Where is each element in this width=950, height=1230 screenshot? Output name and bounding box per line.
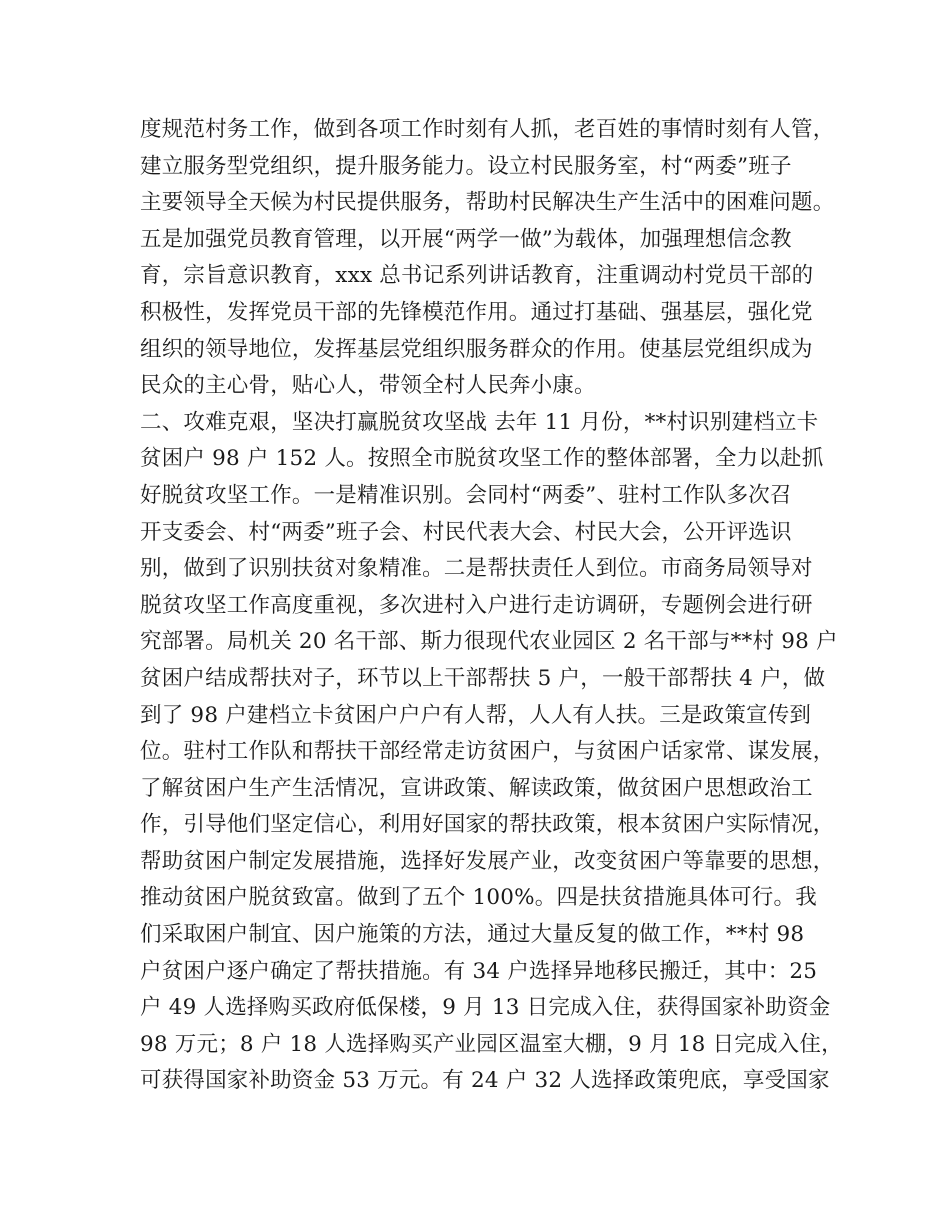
text-line: 贫困户结成帮扶对子，环节以上干部帮扶 5 户，一般干部帮扶 4 户，做 [140,665,826,691]
text-line: 组织的领导地位，发挥基层党组织服务群众的作用。使基层党组织成为 [140,336,813,362]
text-line: 户贫困户逐户确定了帮扶措施。有 34 户选择异地移民搬迁，其中：25 [140,958,818,984]
text-line: 到了 98 户建档立卡贫困户户户有人帮，人人有人扶。三是政策宣传到 [140,702,812,728]
text-line: 们采取困户制宜、因户施策的方法，通过大量反复的做工作，**村 98 [140,922,805,948]
text-line: 帮助贫困户制定发展措施，选择好发展产业，改变贫困户等靠要的思想， [140,848,835,874]
text-line: 可获得国家补助资金 53 万元。有 24 户 32 人选择政策兜底，享受国家 [140,1068,830,1094]
text-line: 开支委会、村“两委”班子会、村民代表大会、村民大会，公开评选识 [140,519,792,545]
text-line: 了解贫困户生产生活情况，宣讲政策、解读政策，做贫困户思想政治工 [140,775,813,801]
text-line: 建立服务型党组织，提升服务能力。设立村民服务室，村“两委”班子 [140,153,792,179]
text-line: 育，宗旨意识教育，xxx 总书记系列讲话教育，注重调动村党员干部的 [140,263,814,289]
text-line: 积极性，发挥党员干部的先锋模范作用。通过打基础、强基层，强化党 [140,299,813,325]
text-line: 户 49 人选择购买政府低保楼，9 月 13 日完成入住，获得国家补助资金 [140,995,831,1021]
text-line: 别，做到了识别扶贫对象精准。二是帮扶责任人到位。市商务局领导对 [140,556,813,582]
text-line: 98 万元；8 户 18 人选择购买产业园区温室大棚，9 月 18 日完成入住， [140,1031,843,1057]
text-line: 脱贫攻坚工作高度重视，多次进村入户进行走访调研，专题例会进行研 [140,592,813,618]
text-line: 作，引导他们坚定信心，利用好国家的帮扶政策，根本贫困户实际情况， [140,812,835,838]
text-line: 位。驻村工作队和帮扶干部经常走访贫困户，与贫困户话家常、谋发展， [140,739,835,765]
text-line: 贫困户 98 户 152 人。按照全市脱贫攻坚工作的整体部署，全力以赴抓 [140,446,824,472]
text-line: 度规范村务工作，做到各项工作时刻有人抓，老百姓的事情时刻有人管， [140,117,835,142]
body-text [140,112,843,1100]
text-line: 民众的主心骨，贴心人，带领全村人民奔小康。 [140,373,596,399]
text-line: 主要领导全天候为村民提供服务，帮助村民解决生产生活中的困难问题。 [140,190,835,216]
section-heading-line: 二、攻难克艰，坚决打赢脱贫攻坚战 去年 11 月份，**村识别建档立卡 [140,409,819,435]
text-line: 五是加强党员教育管理，以开展“两学一做”为载体，加强理想信念教 [140,226,792,252]
text-line: 推动贫困户脱贫致富。做到了五个 100%。四是扶贫措施具体可行。我 [140,885,817,911]
text-line: 好脱贫攻坚工作。一是精准识别。会同村“两委”、驻村工作队多次召 [140,482,792,508]
text-line: 究部署。局机关 20 名干部、斯力很现代农业园区 2 名干部与**村 98 户 [140,629,838,655]
